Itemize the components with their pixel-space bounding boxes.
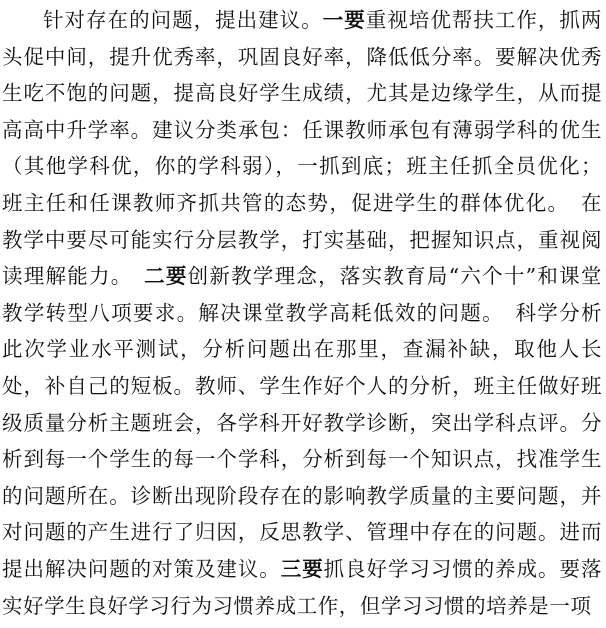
text-run: 创新教学理念，落实教育局“六个十”和课堂教学转型八项要求。解决课堂教学高耗低效的问题。 科学分析此次学业水平测试，分析问题出在那里，查漏补缺，取他人长处，补自己的短板。教师、学生作好个人的分析，班主任做好班级质量分析主题班会，各学科开好教学诊断，突出学科点评。分析到每一个学生的每一个学科，分析到每一个知识点，找准学生的问题所在。诊断出现阶段存在的影响教学质量的主要问题，并对问题的产生进行了归因，反思教学、管理中存在的问题。进而提出解决问题的对策及建议。: [2, 264, 602, 581]
body-paragraph: [2, 2, 602, 624]
emphasis-label-three: 三要: [280, 556, 324, 581]
emphasis-label-two: 二要: [144, 264, 188, 289]
text-run: 针对存在的问题，提出建议。: [43, 8, 323, 32]
text-run: 重视培优帮扶工作，抓两头促中间，提升优秀率，巩固良好率，降低低分率。要解决优秀生吃不饱的问题，提高良好学生成绩，尤其是边缘学生，从而提高高中升学率。建议分类承包：任课教师承包有薄弱学科的优生（其他学科优，你的学科弱），一抓到底；班主任抓全员优化；班主任和任课教师齐抓共管的态势，促进学生的群体优化。 在教学中要尽可能实行分层教学，打实基础，把握知识点，重视阅读理解能力。: [2, 8, 602, 289]
text-run: 抓良好学习习惯的养成。要落实好学生良好学习行为习惯养成工作，但学习习惯的培养是一项: [2, 556, 602, 618]
emphasis-label-one: 一要: [322, 8, 366, 32]
